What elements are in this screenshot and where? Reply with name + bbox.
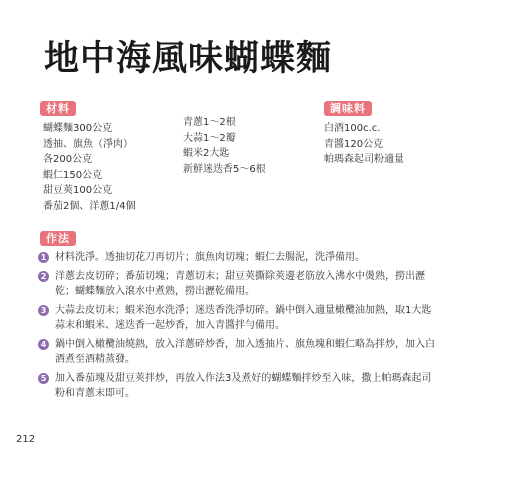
step-number: 2 (38, 271, 49, 282)
ingredient-item: 番茄2個、洋蔥1/4個 (43, 200, 136, 212)
method-step (38, 250, 438, 266)
seasoning-item: 白酒100c.c. (324, 123, 381, 134)
method-step (38, 337, 438, 368)
ingredient-item: 新鮮迷迭香5～6根 (183, 163, 266, 175)
step-number: 4 (38, 339, 49, 350)
ingredient-item: 甜豆莢100公克 (43, 185, 113, 196)
materials-tag: 材料 (40, 101, 76, 116)
seasoning-item: 帕瑪森起司粉適量 (324, 154, 404, 165)
step-text: 鍋中倒入橄欖油燒熱，放入洋蔥碎炒香，加入透抽片、旗魚塊和蝦仁略為拌炒，加入白酒煮至酒精蒸發。 (55, 338, 435, 365)
method-step (38, 269, 438, 300)
step-number: 1 (38, 252, 49, 263)
seasoning-item: 青醬120公克 (324, 138, 384, 150)
seasoning-tag: 調味料 (324, 101, 372, 116)
step-number: 5 (38, 373, 49, 384)
method-steps (38, 250, 438, 405)
page-number: 212 (16, 434, 36, 445)
ingredient-item: 蝦仁150公克 (43, 169, 103, 181)
ingredient-item: 青蔥1～2根 (183, 117, 236, 128)
ingredient-item: 各200公克 (43, 154, 93, 165)
step-text: 材料洗淨。透抽切花刀再切片；旗魚肉切塊；蝦仁去腸泥，洗淨備用。 (55, 252, 365, 263)
method-tag: 作法 (40, 231, 76, 246)
method-step (38, 371, 438, 402)
seasoning-list (324, 121, 404, 168)
ingredient-item: 大蒜1～2瓣 (183, 132, 236, 144)
ingredient-item: 蝦米2大匙 (183, 148, 230, 159)
ingredient-item: 蝴蝶麵300公克 (43, 123, 113, 134)
materials-column-2 (183, 115, 266, 177)
step-number: 3 (38, 305, 49, 316)
ingredient-item: 透抽、旗魚（淨肉） (43, 138, 133, 150)
step-text: 大蒜去皮切末；蝦米泡水洗淨；迷迭香洗淨切碎。鍋中倒入適量橄欖油加熱，取1大匙蒜末和蝦米、迷迭香一起炒香，加入青醬拌勻備用。 (55, 304, 432, 331)
recipe-title: 地中海風味蝴蝶麵 (44, 39, 333, 79)
method-step (38, 303, 438, 334)
step-text: 洋蔥去皮切碎；番茄切塊；青蔥切末；甜豆莢撕除莢邊老筋放入沸水中燙熟，撈出瀝乾；蝴蝶麵放入滾水中煮熟，撈出瀝乾備用。 (55, 270, 425, 297)
materials-column-1 (43, 121, 135, 214)
step-text: 加入番茄塊及甜豆莢拌炒，再放入作法3及煮好的蝴蝶麵拌炒至入味，撒上帕瑪森起司粉和青蔥末即可。 (55, 372, 432, 399)
